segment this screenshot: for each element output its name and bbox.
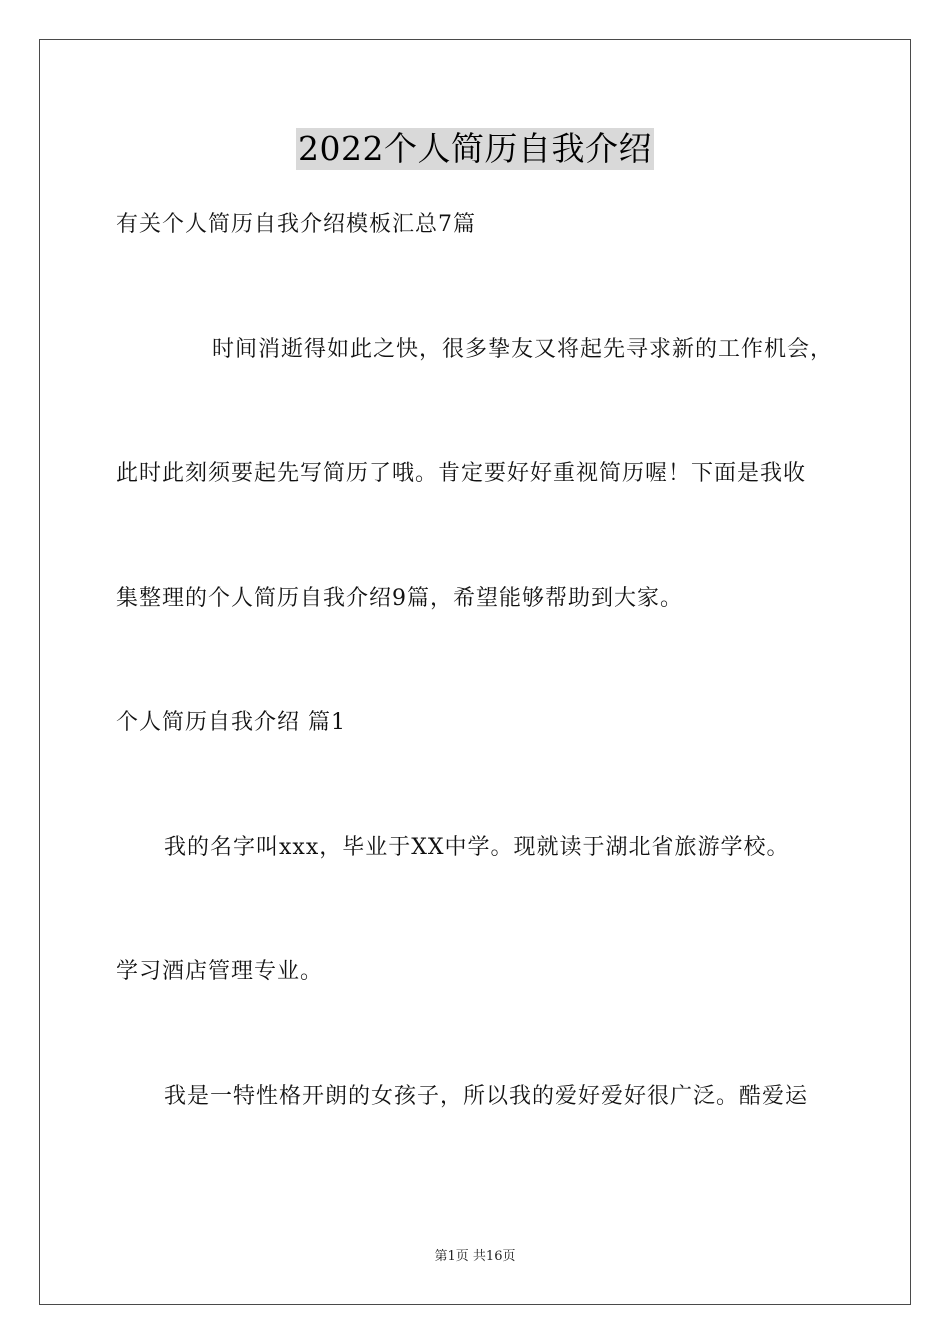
paragraph-line: 集整理的个人简历自我介绍9篇，希望能够帮助到大家。 (116, 586, 683, 611)
title-container (0, 128, 950, 170)
section-heading: 个人简历自我介绍 篇1 (116, 710, 346, 735)
paragraph-line: 时间消逝得如此之快，很多挚友又将起先寻求新的工作机会， (212, 337, 834, 362)
page-footer: 第1页 共16页 (434, 1249, 516, 1264)
paragraph-line: 此时此刻须要起先写简历了哦。肯定要好好重视简历喔！下面是我收 (116, 461, 807, 486)
section-line: 学习酒店管理专业。 (116, 959, 324, 984)
document-subtitle: 有关个人简历自我介绍模板汇总7篇 (116, 212, 476, 237)
document-title: 2022个人简历自我介绍 (298, 129, 652, 168)
section-line: 我是一特性格开朗的女孩子，所以我的爱好爱好很广泛。酷爱运 (164, 1084, 809, 1109)
section-line: 我的名字叫xxx，毕业于XX中学。现就读于湖北省旅游学校。 (164, 835, 790, 860)
